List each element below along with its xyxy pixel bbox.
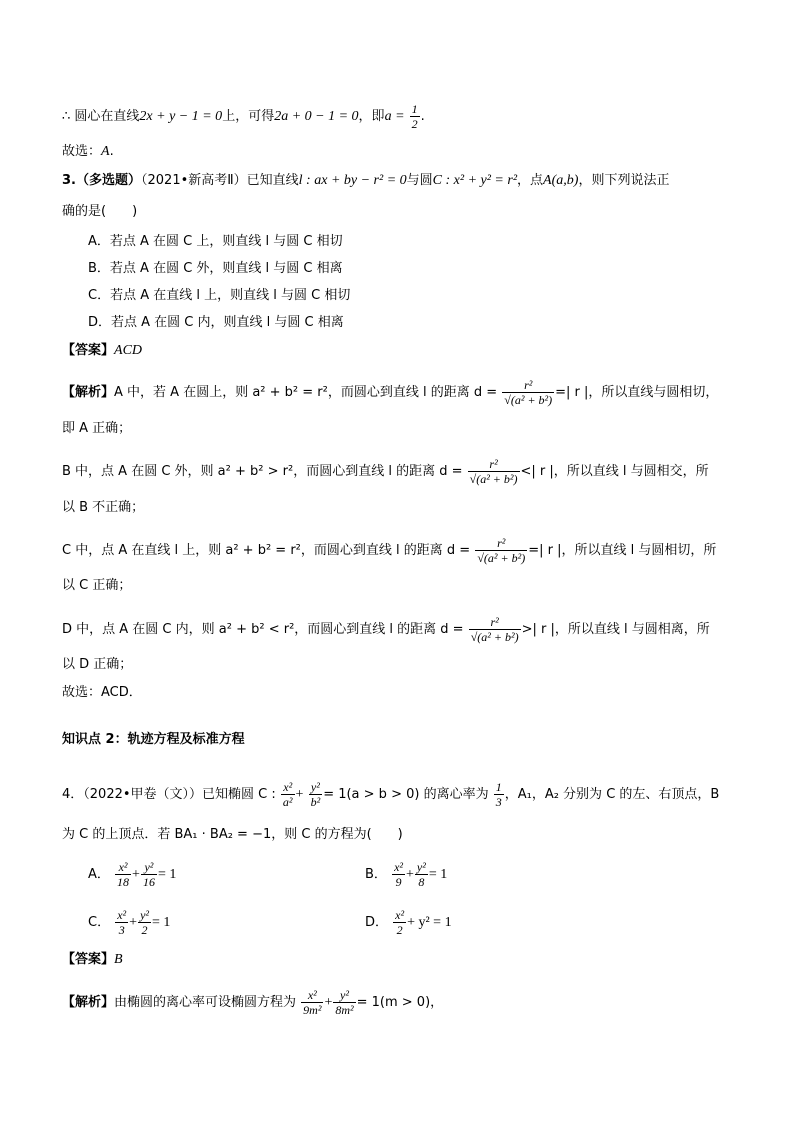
analysis-label: 【解析】	[62, 995, 115, 1010]
denominator: 8m²	[335, 1003, 354, 1017]
fraction	[115, 908, 128, 937]
equation-rhs: = 1	[428, 867, 448, 882]
numerator: r²	[497, 536, 506, 550]
fraction	[494, 780, 504, 809]
fraction	[393, 908, 406, 937]
denominator: 9	[392, 874, 405, 889]
denominator: 9m²	[303, 1003, 322, 1017]
q4-answer	[62, 951, 123, 969]
q4-option-a: A． $\frac{\text{x²}}{18}$ + $\frac{\text{y²}}{16}$ = 1	[88, 860, 177, 889]
text: .	[420, 109, 425, 124]
denominator: 2	[393, 922, 406, 937]
equation-rhs: + y² = 1	[407, 915, 452, 930]
numerator: x²	[307, 988, 317, 1002]
text: 确的是( )	[62, 204, 138, 219]
fraction	[115, 860, 131, 889]
denominator: √(a² + b²)	[504, 393, 553, 407]
answer-value: ACD	[114, 343, 143, 358]
text: 故选：	[62, 144, 102, 159]
equation: C : x² + y² = r²	[432, 173, 518, 188]
numerator: y²	[310, 780, 320, 794]
q4-option-c: C． $\frac{\text{x²}}{3}$ + $\frac{\text{y²}}{2}$ = 1	[88, 908, 171, 937]
numerator: x²	[117, 908, 127, 922]
distance-fraction	[468, 457, 520, 486]
numerator: r²	[524, 378, 533, 392]
denominator: 16	[142, 875, 155, 889]
fraction	[309, 780, 323, 809]
text: 已知直线	[246, 173, 299, 188]
text: ，A₁，A₂ 分别为 C 的左、右顶点，B	[504, 787, 720, 802]
q3-option-b: B．若点 A 在圆 C 外，则直线 l 与圆 C 相离	[88, 261, 343, 276]
denominator: √(a² + b²)	[477, 551, 526, 565]
numerator: x²	[118, 860, 128, 874]
question-source: （2022•甲卷（文））	[83, 787, 203, 802]
question-number: 4．	[62, 787, 84, 802]
denominator: b²	[310, 795, 321, 809]
equation: l : ax + by − r² = 0	[298, 173, 407, 188]
fraction	[392, 860, 405, 889]
text: >| r |，所以直线 l 与圆相离，所	[521, 622, 710, 637]
denominator: a²	[282, 795, 293, 809]
q3-answer	[62, 342, 142, 360]
q3-option-d: D．若点 A 在圆 C 内，则直线 l 与圆 C 相离	[88, 315, 344, 330]
text: ，点	[517, 173, 544, 188]
text: ，即	[358, 109, 385, 124]
answer-label: 【答案】	[62, 952, 115, 967]
text: 上，可得	[222, 109, 275, 124]
numerator: y²	[144, 860, 154, 874]
option-label: D．	[365, 915, 389, 930]
numerator: r²	[489, 457, 498, 471]
option-label: A．	[88, 867, 110, 882]
q3-analysis-a2: 即 A 正确；	[62, 421, 132, 436]
answer-value: B	[114, 952, 123, 967]
denominator: 2	[138, 922, 151, 937]
equation: a =	[384, 109, 405, 124]
text: .	[109, 144, 114, 159]
text: =| r |，所以直线 l 与圆相切，所	[528, 543, 717, 558]
q3-analysis-b2: 以 B 不正确；	[62, 500, 145, 515]
q4-option-d	[365, 908, 452, 937]
denominator: 18	[117, 875, 130, 889]
text: <| r |，所以直线 l 与圆相交，所	[520, 464, 709, 479]
fraction	[415, 860, 428, 889]
numerator: x²	[395, 908, 405, 922]
question-source: （2021•新高考Ⅱ）	[141, 173, 247, 188]
q3-analysis-c	[62, 536, 716, 565]
fraction	[138, 908, 151, 937]
select-line	[62, 143, 114, 161]
q3-stem-line1	[62, 172, 669, 190]
numerator: y²	[416, 860, 426, 874]
section-heading: 知识点 2：轨迹方程及标准方程	[62, 732, 245, 747]
q3-option-a: A．若点 A 在圆 C 上，则直线 l 与圆 C 相切	[88, 234, 343, 249]
fraction	[301, 988, 323, 1017]
text: 与圆	[406, 173, 433, 188]
numerator: x²	[394, 860, 403, 874]
text: B 中，点 A 在圆 C 外，则 a² + b² > r²，而圆心到直线 l 的距离 d =	[62, 464, 463, 479]
text: =| r |，所以直线与圆相切，	[555, 385, 719, 400]
denominator: 2	[411, 117, 418, 131]
fraction	[281, 780, 295, 809]
text: = 1(m > 0)，	[356, 995, 444, 1010]
text: C 中，点 A 在直线 l 上，则 a² + b² = r²，而圆心到直线 l 的距离 d =	[62, 543, 471, 558]
equation: 2x + y − 1 = 0	[139, 109, 223, 124]
denominator: 8	[415, 874, 428, 889]
numerator: y²	[140, 908, 149, 922]
answer-label: 【答案】	[62, 343, 115, 358]
distance-fraction	[475, 536, 527, 565]
distance-fraction	[502, 378, 554, 407]
q3-analysis-c2: 以 C 正确；	[62, 578, 132, 593]
question-tag: （多选题）	[75, 173, 141, 188]
analysis-label: 【解析】	[62, 385, 115, 400]
q4-stem-line1	[62, 780, 719, 809]
distance-fraction	[469, 615, 521, 644]
denominator: 3	[495, 795, 502, 809]
fraction-half	[410, 102, 420, 131]
q3-analysis-b	[62, 457, 709, 486]
continuation-line	[62, 102, 425, 131]
q3-option-c: C．若点 A 在直线 l 上，则直线 l 与圆 C 相切	[88, 288, 351, 303]
numerator: y²	[340, 988, 349, 1002]
q3-stem-line2	[62, 203, 137, 221]
equation-rhs: = 1	[152, 915, 171, 930]
denominator: √(a² + b²)	[470, 630, 519, 644]
numerator: 1	[411, 102, 418, 116]
question-number: 3.	[62, 173, 76, 188]
answer: A	[101, 144, 110, 159]
option-label: C．	[88, 915, 111, 930]
denominator: 3	[115, 922, 128, 937]
equation: 2a + 0 − 1 = 0	[274, 109, 359, 124]
denominator: √(a² + b²)	[469, 472, 518, 486]
text: ∴ 圆心在直线	[62, 109, 140, 124]
q4-stem-line2: 为 C 的上顶点．若 BA₁ · BA₂ = −1，则 C 的方程为( )	[62, 827, 403, 842]
numerator: r²	[490, 615, 499, 629]
q3-analysis-a	[62, 378, 718, 407]
equation: A(a,b)	[543, 173, 579, 188]
fraction	[141, 860, 157, 889]
fraction	[333, 988, 355, 1017]
q3-analysis-d2: 以 D 正确；	[62, 657, 133, 672]
q4-option-b: B． $\frac{\text{x²}}{9}$ + $\frac{\text{y²}}{8}$ = 1	[365, 860, 448, 889]
option-label: B．	[365, 867, 387, 882]
text: A 中，若 A 在圆上，则 a² + b² = r²，而圆心到直线 l 的距离 d =	[114, 385, 498, 400]
text: 已知椭圆 C :	[202, 787, 276, 802]
equation-rhs: = 1	[157, 867, 177, 882]
q3-select: 故选：ACD．	[62, 685, 142, 700]
q3-analysis-d	[62, 615, 710, 644]
numerator: 1	[495, 780, 502, 794]
text: ，则下列说法正	[578, 173, 670, 188]
operator: +	[295, 787, 304, 802]
text: D 中，点 A 在圆 C 内，则 a² + b² < r²，而圆心到直线 l 的距离 d =	[62, 622, 464, 637]
numerator: x²	[283, 780, 293, 794]
text: = 1(a > b > 0) 的离心率为	[323, 787, 489, 802]
text: 由椭圆的离心率可设椭圆方程为	[114, 995, 297, 1010]
q4-analysis: 【解析】由椭圆的离心率可设椭圆方程为 $\frac{\text{x²}}{\text{9m²}}$ + $\frac{\text{y²}}{\text{8m²}}$ = 1(m > 0)，	[62, 988, 444, 1017]
